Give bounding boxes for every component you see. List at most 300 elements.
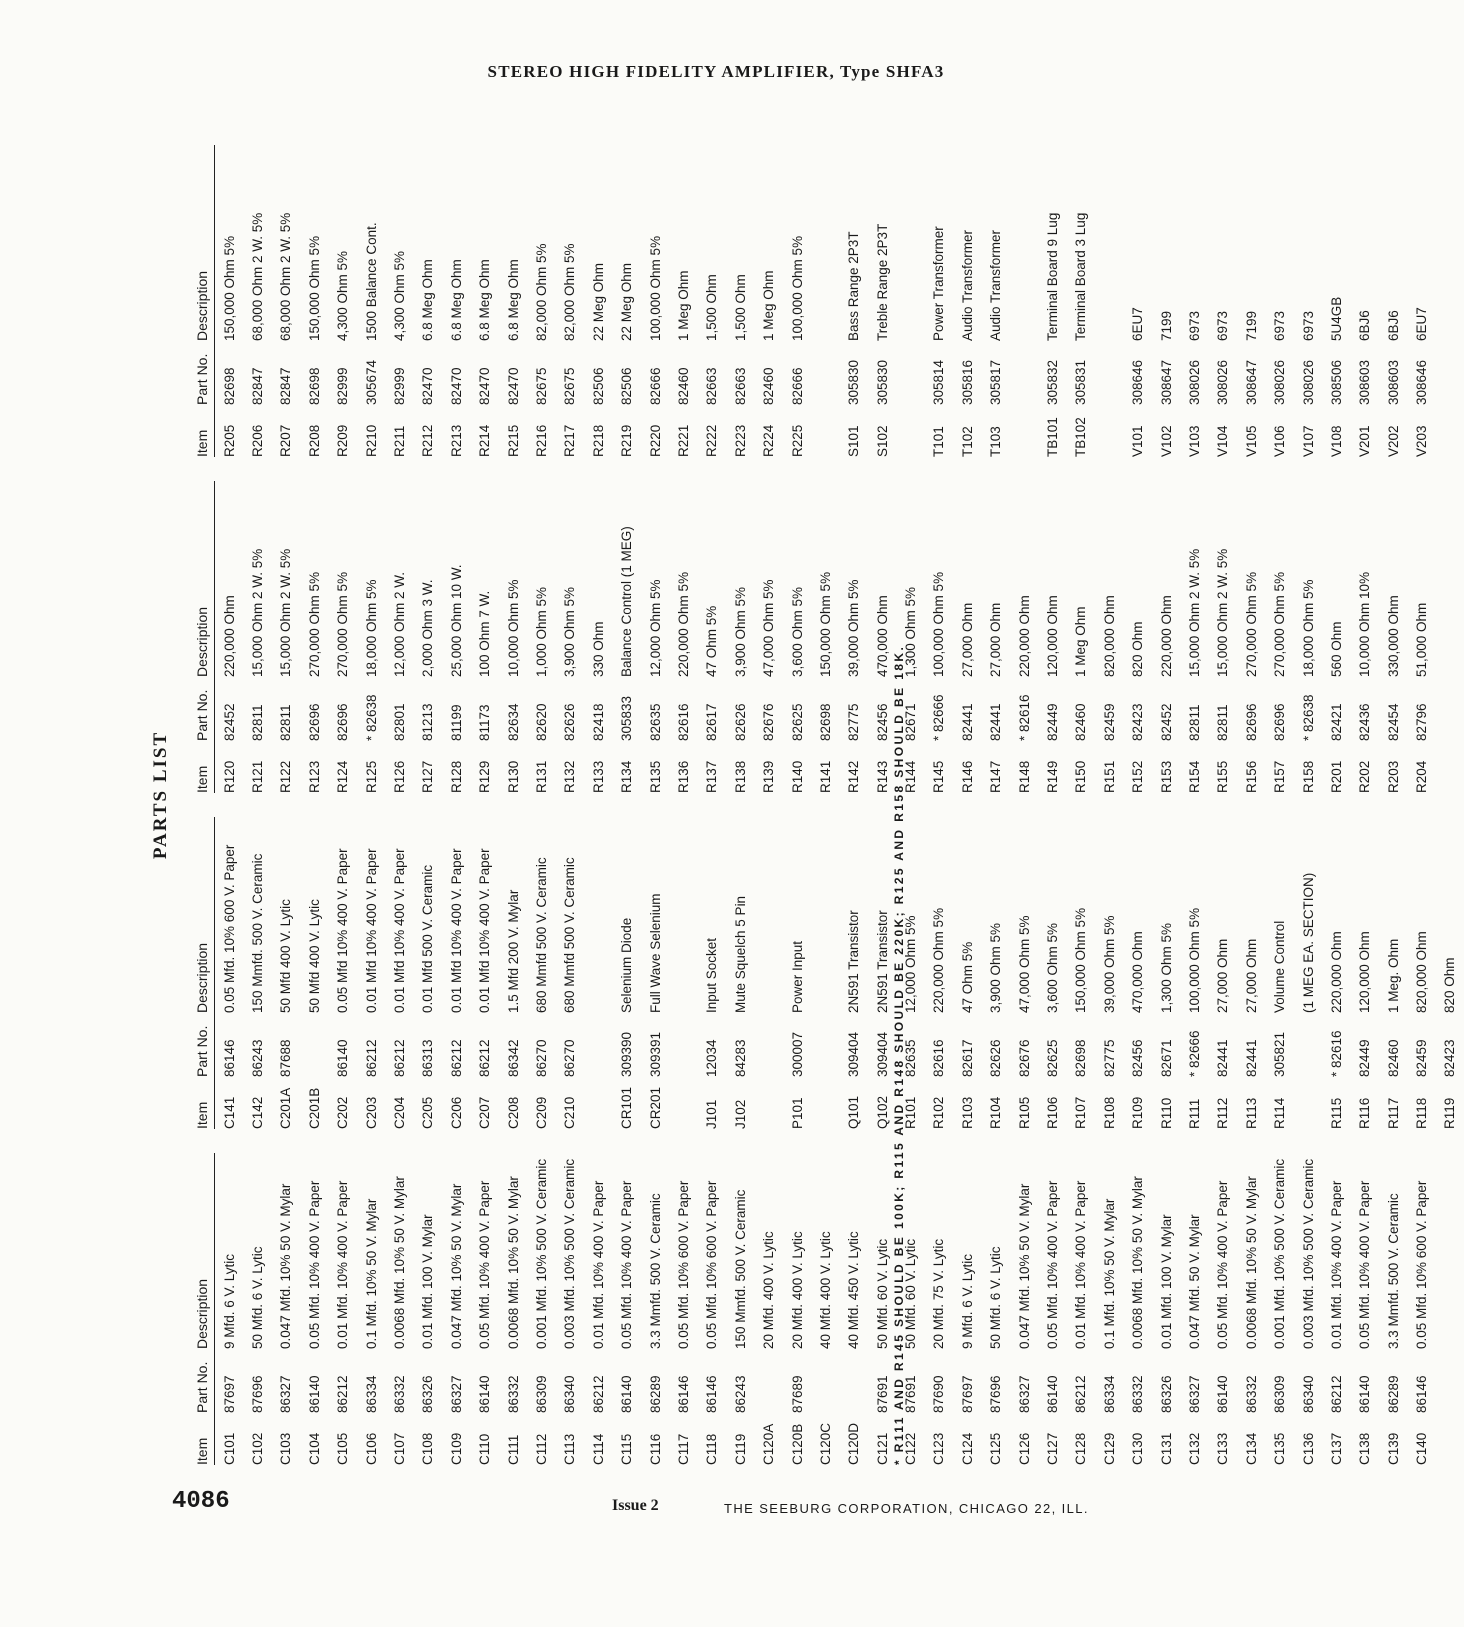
description-cell: 40 Mfd. 400 V. Lytic <box>817 1231 833 1349</box>
part-number-cell: 305830 <box>846 359 862 405</box>
item-cell: R132 <box>562 760 578 793</box>
item-cell: R129 <box>477 760 493 793</box>
part-number-cell: 308026 <box>1300 359 1316 405</box>
part-number-cell: 82666 <box>647 367 663 405</box>
table-row <box>840 481 868 793</box>
part-number-cell: 86289 <box>647 1375 663 1413</box>
item-cell: S101 <box>846 425 862 457</box>
item-cell: R131 <box>533 760 549 793</box>
part-number-cell: 305833 <box>619 695 635 741</box>
part-number-cell: 82698 <box>306 367 322 405</box>
description-cell: 40 Mfd. 450 V. Lytic <box>846 1231 862 1349</box>
part-number-cell: 86313 <box>420 1039 436 1077</box>
part-number-cell: 82671 <box>903 703 919 741</box>
table-row <box>612 1153 640 1465</box>
part-number-cell: 86340 <box>562 1375 578 1413</box>
item-cell: V105 <box>1243 425 1259 457</box>
table-row <box>1038 1153 1066 1465</box>
item-cell: R101 <box>903 1096 919 1129</box>
item-cell: R218 <box>590 424 606 457</box>
item-cell: C124 <box>959 1432 975 1465</box>
table-row <box>1095 817 1123 1129</box>
description-cell: 680 Mmfd 500 V. Ceramic <box>533 857 549 1013</box>
table-row <box>982 1153 1010 1465</box>
item-cell: C203 <box>363 1096 379 1129</box>
description-cell: Mute Squelch 5 Pin <box>732 895 748 1013</box>
part-number-cell: 308647 <box>1158 359 1174 405</box>
item-cell: C142 <box>250 1096 266 1129</box>
part-number-cell: 86212 <box>448 1039 464 1077</box>
item-cell: CR201 <box>647 1086 663 1129</box>
table-row <box>669 1153 697 1465</box>
table-row <box>1237 145 1265 457</box>
item-cell: R123 <box>306 760 322 793</box>
part-number-cell: 82625 <box>1045 1039 1061 1077</box>
item-cell: C122 <box>903 1432 919 1465</box>
table-row <box>1379 145 1407 457</box>
table-row <box>272 1153 300 1465</box>
item-cell: R127 <box>420 760 436 793</box>
table-row <box>1180 1153 1208 1465</box>
description-cell: 0.01 Mfd 10% 400 V. Paper <box>477 848 493 1013</box>
item-cell: V103 <box>1186 425 1202 457</box>
item-cell: R135 <box>647 760 663 793</box>
item-cell: C115 <box>619 1433 635 1465</box>
table-row <box>669 481 697 793</box>
table-row <box>811 1153 839 1465</box>
item-cell: Q102 <box>874 1095 890 1129</box>
table-row <box>1124 817 1152 1129</box>
description-cell: Full Wave Selenium <box>647 893 663 1013</box>
table-row <box>499 145 527 457</box>
item-cell: R208 <box>306 424 322 457</box>
description-cell: 12,000 Ohm 2 W. <box>392 571 408 677</box>
description-cell: 1 Meg Ohm <box>675 270 691 341</box>
part-number-cell: 82775 <box>1101 1039 1117 1077</box>
description-cell: 6BJ6 <box>1357 310 1373 341</box>
description-cell: 68,000 Ohm 2 W. 5% <box>250 212 266 341</box>
description-cell: 10,000 Ohm 10% <box>1357 571 1373 677</box>
item-cell: S102 <box>874 425 890 457</box>
item-cell: R136 <box>675 760 691 793</box>
description-cell: 100 Ohm 7 W. <box>477 590 493 677</box>
parts-block-3 <box>178 481 1436 793</box>
table-row <box>1180 481 1208 793</box>
part-number-cell: 81213 <box>420 703 436 741</box>
table-row <box>329 1153 357 1465</box>
table-row <box>811 817 839 1129</box>
table-row <box>385 817 413 1129</box>
item-cell: C121 <box>874 1432 890 1465</box>
part-number-cell: 308026 <box>1272 359 1288 405</box>
item-cell: C102 <box>250 1432 266 1465</box>
item-cell: R109 <box>1130 1096 1146 1129</box>
item-cell: C137 <box>1328 1432 1344 1465</box>
item-cell: R119 <box>1442 1097 1458 1129</box>
part-number-cell: 82698 <box>1073 1039 1089 1077</box>
table-row <box>726 145 754 457</box>
item-cell: R213 <box>448 424 464 457</box>
part-number-cell: 308647 <box>1243 359 1259 405</box>
description-cell: 6973 <box>1215 310 1231 341</box>
description-cell: 27,000 Ohm <box>959 602 975 677</box>
table-row <box>840 1153 868 1465</box>
table-row <box>982 145 1010 457</box>
description-cell: Terminal Board 9 Lug <box>1045 212 1061 341</box>
table-row <box>1294 1153 1322 1465</box>
item-cell: C109 <box>448 1432 464 1465</box>
table-row <box>584 145 612 457</box>
item-cell: C112 <box>533 1433 549 1465</box>
description-cell: 0.047 Mfd. 50 V. Mylar <box>1186 1214 1202 1349</box>
table-row <box>1379 481 1407 793</box>
part-number-cell: 86140 <box>477 1375 493 1413</box>
description-cell: Treble Range 2P3T <box>874 223 890 341</box>
description-cell: 6BJ6 <box>1385 310 1401 341</box>
part-number-cell: 86140 <box>1357 1375 1373 1413</box>
item-cell: V201 <box>1357 425 1373 457</box>
description-cell: 27,000 Ohm <box>1215 938 1231 1013</box>
item-cell: R106 <box>1045 1096 1061 1129</box>
description-column-header: Description <box>194 1278 210 1349</box>
table-row <box>783 481 811 793</box>
description-cell: (1 MEG EA. SECTION) <box>1300 872 1316 1013</box>
parts-list-heading: PARTS LIST <box>150 730 171 860</box>
description-cell: Volume Control <box>1272 920 1288 1013</box>
description-cell: 25,000 Ohm 10 W. <box>448 564 464 677</box>
footnote: * R111 AND R145 SHOULD BE 100K; R115 AND R148 SHOULD BE 220K; R125 AND R158 SHOULD BE 18K. <box>892 644 906 1465</box>
item-cell: C105 <box>335 1432 351 1465</box>
part-number-cell: 82811 <box>250 704 266 741</box>
description-cell: 560 Ohm <box>1328 621 1344 677</box>
part-number-cell: 82460 <box>1073 703 1089 741</box>
description-cell: 270,000 Ohm 5% <box>335 571 351 677</box>
table-row <box>584 1153 612 1465</box>
parts-block-4 <box>178 145 1436 457</box>
part-number-cell: 309390 <box>619 1031 635 1077</box>
description-cell: 0.001 Mfd. 10% 500 V. Ceramic <box>533 1158 549 1349</box>
part-number-cell: 87690 <box>931 1375 947 1413</box>
description-cell: 470,000 Ohm <box>1130 931 1146 1013</box>
table-row <box>1351 1153 1379 1465</box>
description-cell: 0.05 Mfd 10% 400 V. Paper <box>335 848 351 1013</box>
item-cell: Q101 <box>846 1095 862 1129</box>
table-row <box>783 817 811 1129</box>
table-row <box>556 1153 584 1465</box>
table-row <box>442 817 470 1129</box>
table-row <box>300 817 328 1129</box>
table-row <box>1124 481 1152 793</box>
part-number-cell: 86326 <box>420 1375 436 1413</box>
table-row <box>1322 145 1350 457</box>
item-cell: C120A <box>761 1423 777 1465</box>
item-cell: R151 <box>1101 760 1117 793</box>
part-number-cell: * 82666 <box>1186 1030 1202 1077</box>
table-row <box>329 145 357 457</box>
part-number-cell: 86146 <box>221 1039 237 1077</box>
table-row <box>442 481 470 793</box>
description-cell: 15,000 Ohm 2 W. 5% <box>278 548 294 677</box>
column-header-row <box>178 817 215 1129</box>
part-number-cell: 82441 <box>988 703 1004 741</box>
table-row <box>1265 481 1293 793</box>
part-number-cell: 82449 <box>1357 1039 1373 1077</box>
table-row <box>925 145 953 457</box>
description-cell: 15,000 Ohm 2 W. 5% <box>250 548 266 677</box>
part-number-cell: 82626 <box>732 703 748 741</box>
description-cell: 330,000 Ohm <box>1385 595 1401 677</box>
item-cell: C136 <box>1300 1432 1316 1465</box>
item-cell: R146 <box>959 760 975 793</box>
part-number-cell: 86334 <box>1101 1375 1117 1413</box>
part-number-cell: 82456 <box>874 703 890 741</box>
item-cell: R148 <box>1016 760 1032 793</box>
description-cell: 9 Mfd. 6 V. Lytic <box>959 1253 975 1349</box>
item-cell: V202 <box>1385 425 1401 457</box>
table-row <box>385 1153 413 1465</box>
part-number-cell: 86212 <box>477 1039 493 1077</box>
table-row <box>982 817 1010 1129</box>
description-cell: 270,000 Ohm 5% <box>1272 571 1288 677</box>
description-cell: 20 Mfd. 400 V. Lytic <box>789 1231 805 1349</box>
table-row <box>641 481 669 793</box>
part-number-cell: 82436 <box>1357 703 1373 741</box>
table-row <box>1209 145 1237 457</box>
table-row <box>1436 817 1464 1129</box>
item-cell: R221 <box>675 424 691 457</box>
part-number-cell: 86334 <box>363 1375 379 1413</box>
item-cell: C127 <box>1045 1432 1061 1465</box>
part-number-cell: 305832 <box>1045 359 1061 405</box>
table-row <box>1095 145 1123 457</box>
table-row <box>1180 817 1208 1129</box>
description-cell: Selenium Diode <box>619 917 635 1013</box>
part-number-cell: 308026 <box>1186 359 1202 405</box>
item-cell: R150 <box>1073 760 1089 793</box>
description-cell: 150 Mmfd. 500 V. Ceramic <box>250 853 266 1013</box>
part-number-cell: 82459 <box>1101 703 1117 741</box>
description-cell: 18,000 Ohm 5% <box>363 579 379 677</box>
part-number-cell: 86309 <box>1272 1375 1288 1413</box>
table-row <box>1010 481 1038 793</box>
description-cell: 6.8 Meg Ohm <box>448 259 464 341</box>
item-cell: R121 <box>250 760 266 793</box>
description-cell: 3,600 Ohm 5% <box>789 586 805 677</box>
description-cell: 270,000 Ohm 5% <box>1243 571 1259 677</box>
part-number-cell: 82470 <box>420 367 436 405</box>
table-row <box>1067 1153 1095 1465</box>
description-cell: 0.01 Mfd 10% 400 V. Paper <box>363 848 379 1013</box>
table-row <box>1265 1153 1293 1465</box>
description-cell: 0.0068 Mfd. 10% 50 V. Mylar <box>505 1176 521 1349</box>
part-number-cell: 82506 <box>590 367 606 405</box>
item-cell: R133 <box>590 760 606 793</box>
item-cell: R124 <box>335 760 351 793</box>
table-row <box>1407 145 1435 457</box>
part-number-cell: 87691 <box>903 1375 919 1413</box>
description-cell: 120,000 Ohm <box>1357 931 1373 1013</box>
item-cell: R204 <box>1414 760 1430 793</box>
table-row <box>243 1153 271 1465</box>
table-row <box>215 145 243 457</box>
item-cell: C103 <box>278 1432 294 1465</box>
description-cell: Power Input <box>789 940 805 1013</box>
item-cell: R125 <box>363 760 379 793</box>
item-cell: C139 <box>1385 1432 1401 1465</box>
part-number-cell: 86212 <box>335 1375 351 1413</box>
table-row <box>499 817 527 1129</box>
part-number-cell: 86326 <box>1158 1375 1174 1413</box>
description-cell: 22 Meg Ohm <box>590 262 606 341</box>
item-cell: C116 <box>647 1433 663 1465</box>
item-cell: C202 <box>335 1096 351 1129</box>
part-number-cell: 305830 <box>874 359 890 405</box>
description-cell: 220,000 Ohm 5% <box>675 571 691 677</box>
item-cell: R130 <box>505 760 521 793</box>
item-cell: TB101 <box>1045 417 1061 457</box>
table-row <box>243 481 271 793</box>
part-number-cell: 12034 <box>704 1039 720 1077</box>
table-row <box>840 817 868 1129</box>
item-cell: C129 <box>1101 1432 1117 1465</box>
description-cell: 270,000 Ohm 5% <box>306 571 322 677</box>
item-cell: C110 <box>477 1433 493 1465</box>
item-cell: C141 <box>221 1096 237 1129</box>
table-row <box>669 145 697 457</box>
item-cell: R214 <box>477 424 493 457</box>
description-cell: 0.047 Mfd. 10% 50 V. Mylar <box>1016 1183 1032 1349</box>
part-number-cell: 86270 <box>533 1039 549 1077</box>
description-cell: 0.001 Mfd. 10% 500 V. Ceramic <box>1272 1158 1288 1349</box>
description-cell: 0.01 Mfd 10% 400 V. Paper <box>448 848 464 1013</box>
part-number-cell: 309404 <box>874 1031 890 1077</box>
item-cell: C130 <box>1130 1432 1146 1465</box>
part-number-cell: 82460 <box>675 367 691 405</box>
part-number-cell: 82676 <box>1016 1039 1032 1077</box>
item-cell: R201 <box>1328 760 1344 793</box>
item-cell: R102 <box>931 1096 947 1129</box>
description-cell: 82,000 Ohm 5% <box>533 243 549 341</box>
description-cell: Balance Control (1 MEG) <box>619 526 635 677</box>
table-row <box>499 1153 527 1465</box>
description-cell: 220,000 Ohm <box>1016 595 1032 677</box>
item-cell: R212 <box>420 424 436 457</box>
item-cell: R225 <box>789 424 805 457</box>
item-cell: C208 <box>505 1096 521 1129</box>
item-cell: C204 <box>392 1096 408 1129</box>
part-number-cell: 82811 <box>1186 704 1202 741</box>
part-number-cell: 82418 <box>590 703 606 741</box>
part-number-cell: 87691 <box>874 1375 890 1413</box>
description-cell: Bass Range 2P3T <box>846 231 862 341</box>
table-row <box>1038 817 1066 1129</box>
description-cell: 7199 <box>1158 310 1174 341</box>
table-row <box>698 1153 726 1465</box>
part-number-cell: 82999 <box>335 367 351 405</box>
description-cell: 0.01 Mfd. 10% 400 V. Paper <box>1073 1180 1089 1349</box>
item-cell: R141 <box>817 760 833 793</box>
table-row <box>1010 1153 1038 1465</box>
part-number-cell: 86243 <box>732 1375 748 1413</box>
description-cell: 0.05 Mfd. 10% 600 V. Paper <box>221 844 237 1013</box>
table-row <box>414 1153 442 1465</box>
part-number-cell: 82421 <box>1328 703 1344 741</box>
item-cell: C134 <box>1243 1432 1259 1465</box>
table-row <box>1038 145 1066 457</box>
part-number-cell: 305816 <box>959 359 975 405</box>
item-cell: R205 <box>221 424 237 457</box>
description-cell: 7199 <box>1243 310 1259 341</box>
item-cell: TB102 <box>1073 417 1089 457</box>
item-cell: T102 <box>959 426 975 457</box>
description-cell: 1500 Balance Cont. <box>363 222 379 341</box>
parts-block-2 <box>178 817 1464 1129</box>
part-number-cell: 82460 <box>761 367 777 405</box>
part-number-cell: 86340 <box>1300 1375 1316 1413</box>
table-row <box>953 817 981 1129</box>
description-cell: Power Transformer <box>931 226 947 341</box>
description-cell: 0.003 Mfd. 10% 500 V. Ceramic <box>562 1158 578 1349</box>
table-row <box>385 145 413 457</box>
table-row <box>1407 1153 1435 1465</box>
description-cell: Audio Transformer <box>988 229 1004 341</box>
part-number-cell: 300007 <box>789 1031 805 1077</box>
item-cell: C201A <box>278 1087 294 1129</box>
part-number-cell: 87696 <box>988 1375 1004 1413</box>
description-cell: 47,000 Ohm 5% <box>1016 915 1032 1013</box>
part-number-cell: 86146 <box>675 1375 691 1413</box>
table-row <box>272 145 300 457</box>
table-row <box>215 481 243 793</box>
part-number-cell: 87696 <box>250 1375 266 1413</box>
table-row <box>1322 1153 1350 1465</box>
table-row <box>726 817 754 1129</box>
table-row <box>215 817 243 1129</box>
description-cell: 1 Meg Ohm <box>761 270 777 341</box>
item-cell: R104 <box>988 1096 1004 1129</box>
description-cell: 6973 <box>1300 310 1316 341</box>
description-cell: 0.05 Mfd. 10% 400 V. Paper <box>1357 1180 1373 1349</box>
item-cell: C108 <box>420 1432 436 1465</box>
table-row <box>1237 1153 1265 1465</box>
description-cell: 1 Meg Ohm <box>1073 606 1089 677</box>
description-cell: 100,000 Ohm 5% <box>789 235 805 341</box>
description-cell: 3.3 Mmfd. 500 V. Ceramic <box>647 1193 663 1349</box>
item-cell: R126 <box>392 760 408 793</box>
part-number-cell: 86289 <box>1385 1375 1401 1413</box>
part-number-cell: 82663 <box>732 367 748 405</box>
table-row <box>641 145 669 457</box>
part-number-cell: 309404 <box>846 1031 862 1077</box>
table-row <box>754 145 782 457</box>
part-number-cell: 86146 <box>704 1375 720 1413</box>
description-cell: 68,000 Ohm 2 W. 5% <box>278 212 294 341</box>
page-title: STEREO HIGH FIDELITY AMPLIFIER, Type SHFA3 <box>487 62 945 81</box>
part-number-cell: 86270 <box>562 1039 578 1077</box>
item-cell: R158 <box>1300 760 1316 793</box>
description-cell: 220,000 Ohm 5% <box>931 907 947 1013</box>
table-row <box>925 481 953 793</box>
item-cell: R156 <box>1243 760 1259 793</box>
description-cell: 0.05 Mfd. 10% 600 V. Paper <box>675 1180 691 1349</box>
part-number-cell: 82635 <box>647 703 663 741</box>
part-number-cell: 86327 <box>1016 1375 1032 1413</box>
item-cell: R137 <box>704 760 720 793</box>
description-cell: 0.05 Mfd. 10% 600 V. Paper <box>1414 1180 1430 1349</box>
table-row <box>1010 145 1038 457</box>
table-row <box>641 1153 669 1465</box>
item-cell: R215 <box>505 424 521 457</box>
